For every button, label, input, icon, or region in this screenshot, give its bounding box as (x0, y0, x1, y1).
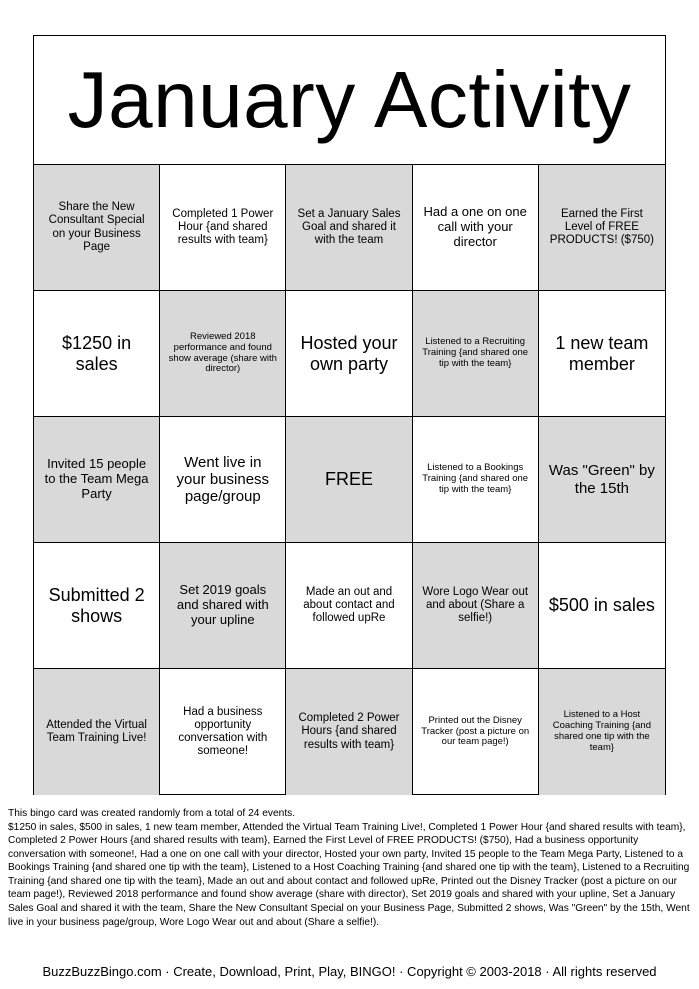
bingo-cell[interactable] (160, 165, 286, 291)
bingo-cell[interactable] (34, 669, 160, 795)
bingo-cell-label: Completed 1 Power Hour {and shared results with team} (172, 207, 274, 247)
bingo-cell[interactable] (539, 291, 665, 417)
bingo-cell[interactable] (34, 165, 160, 291)
bingo-cell-label: Went live in your business page/group (176, 453, 270, 506)
bingo-cell[interactable] (160, 417, 286, 543)
bingo-cell-label: FREE (324, 469, 373, 490)
bingo-cell[interactable] (286, 165, 412, 291)
bingo-cell-label: Invited 15 people to the Team Mega Party (44, 456, 149, 501)
bingo-cell[interactable] (413, 543, 539, 669)
bingo-cell-label: Listened to a Bookings Training {and shared one tip with the team} (422, 462, 529, 495)
bingo-cell[interactable] (413, 291, 539, 417)
footer-event-list: $1250 in sales, $500 in sales, 1 new team member, Attended the Virtual Team Training Live!, Completed 1 Power Hour {and shared results with team}, Completed 2 Power Hours {and shared results with team}, Earned the First Level of FREE PRODUCTS! ($750), Had a business opportunity conversation with someone!, Had a one on one call with your director, Hosted your own party, Invited 15 people to the Team Mega Party, Listened to a Bookings Training {and shared one tip with the team}, Listened to a Host Coaching Training {and shared one tip with the team}, Listened to a Recruiting Training {and shared one tip with the team}, Made an out and about contact and followed upRe, Printed out the Disney Tracker (post a picture on our team page!), Reviewed 2018 performance and found show average (share with director), Set 2019 goals and shared with your upline, Set a January Sales Goal and shared it with the team, Share the New Consultant Special on your Business Page, Submitted 2 shows, Was "Green" by the 15th, Went live in your business page/group, Wore Logo Wear out and about (Share a selfie!). (8, 821, 690, 928)
card-title: January Activity (34, 36, 665, 165)
bingo-cell-label: Set a January Sales Goal and shared it with the team (297, 207, 401, 247)
bingo-cell-label: Had a one on one call with your director (423, 204, 527, 249)
footer-credit: BuzzBuzzBingo.com · Create, Download, Print, Play, BINGO! · Copyright © 2003-2018 · All rights reserved (42, 964, 657, 979)
bingo-cell[interactable] (34, 543, 160, 669)
bingo-cell[interactable] (413, 417, 539, 543)
bingo-cell-label: Listened to a Recruiting Training {and shared one tip with the team} (422, 336, 529, 369)
bingo-cell[interactable] (34, 417, 160, 543)
bingo-cell[interactable] (34, 291, 160, 417)
bingo-card (33, 35, 666, 795)
bingo-cell-label: Had a business opportunity conversation with someone! (178, 705, 268, 758)
bingo-cell[interactable] (413, 669, 539, 795)
bingo-cell-label: Wore Logo Wear out and about (Share a selfie!) (422, 585, 529, 625)
bingo-cell[interactable] (539, 543, 665, 669)
bingo-cell-label: 1 new team member (555, 332, 649, 374)
bingo-cell-label: Was "Green" by the 15th (548, 462, 655, 497)
bingo-cell[interactable] (539, 165, 665, 291)
bingo-cell[interactable] (539, 669, 665, 795)
bingo-cell-label: Submitted 2 shows (48, 584, 145, 626)
bingo-cell[interactable] (286, 291, 412, 417)
bingo-cell-label: $500 in sales (548, 595, 655, 616)
footer-summary: This bingo card was created randomly from a total of 24 events. (8, 808, 296, 819)
bingo-cell[interactable] (539, 417, 665, 543)
bingo-cell-label: Attended the Virtual Team Training Live! (46, 718, 147, 744)
bingo-cell-label: Printed out the Disney Tracker (post a picture on our team page!) (421, 714, 530, 748)
bingo-cell[interactable] (160, 669, 286, 795)
bingo-cell[interactable] (160, 543, 286, 669)
bingo-cell-label: Completed 2 Power Hours {and shared results with team} (298, 712, 400, 751)
bingo-cell[interactable] (413, 165, 539, 291)
bingo-grid (34, 165, 665, 795)
bingo-cell-label: Set 2019 goals and shared with your upline (176, 582, 269, 627)
bingo-cell-label: $1250 in sales (62, 332, 132, 374)
bingo-cell-label: Listened to a Host Coaching Training {and shared one tip with the team} (552, 709, 652, 753)
bingo-cell-label: Made an out and about contact and followed upRe (303, 585, 395, 625)
bingo-cell[interactable] (160, 291, 286, 417)
free-space-cell[interactable] (286, 417, 412, 543)
bingo-cell-label: Reviewed 2018 performance and found show average (share with director) (168, 330, 277, 375)
bingo-cell[interactable] (286, 669, 412, 795)
bingo-cell-label: Share the New Consultant Special on your Business Page (48, 201, 145, 253)
bingo-cell-label: Hosted your own party (300, 332, 398, 374)
footer-description (8, 807, 691, 929)
bingo-cell[interactable] (286, 543, 412, 669)
bingo-cell-label: Earned the First Level of FREE PRODUCTS! ($750) (549, 207, 654, 247)
